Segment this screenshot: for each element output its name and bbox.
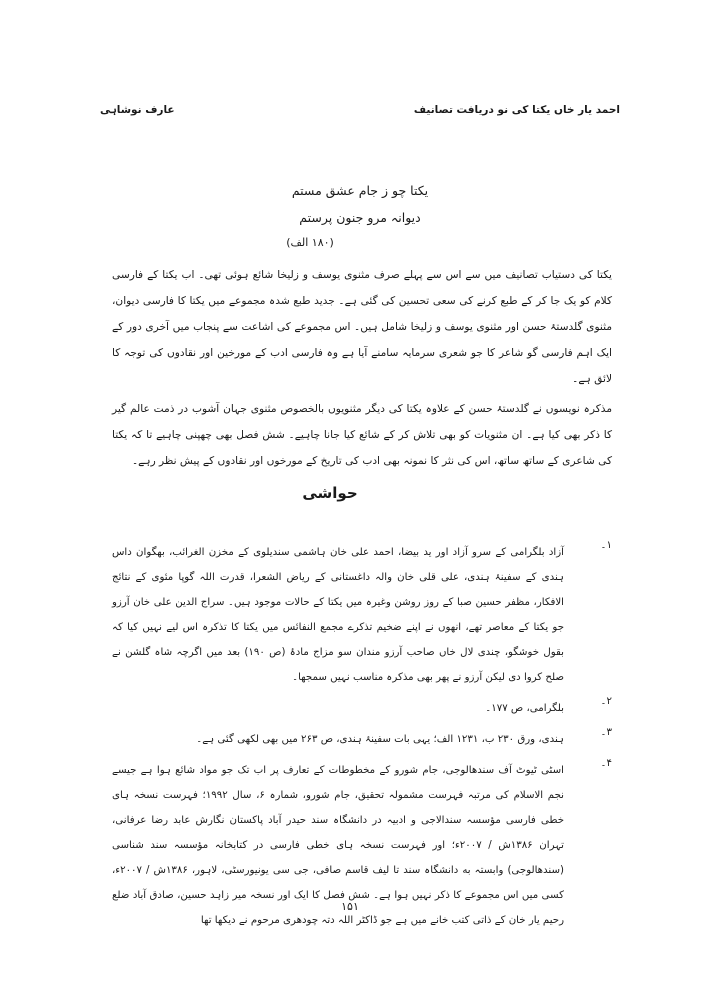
footnote-number: ۱۔ (600, 540, 612, 551)
body-text (112, 262, 612, 478)
footnote-text: اسٹی ٹیوٹ آف سندھالوجی، جام شورو کے مخطوطات کے تعارف پر اب تک جو مواد شائع ہوا ہے جیسے نجم الاسلام کی مرتبہ فہرست مشمولہ تحقیق، جام شورو، شمارہ ۶، سال ۱۹۹۲؛ فہرست نسخہ ہای خطی فارسی مؤسسہ سندالاجی و ادبیہ در دانشگاہ سند حیدر آباد پاکستان نگارش عابد رضا عرفانی، تہران ۱۳۸۶ش / ۲۰۰۷ء؛ اور فہرست نسخہ ہای خطی فارسی در کتابخانہ مؤسسہ سند شناسی (سندھالوجی) وابستہ به دانشگاہ سند تا لیف قاسم صافی، جی سی یونیورسٹی، لاہور، ۱۳۸۶ش / ۲۰۰۷ء، کسی میں اس مجموعے کا ذکر نہیں ہوا ہے۔ شش فصل کا ایک اور نسخہ میر زاہد حسین، صادق آباد ضلع رحیم یار خان کے ذاتی کتب خانے میں ہے جو ڈاکٹر اللہ دتہ چودھری مرحوم نے دیکھا تھا (112, 765, 565, 926)
running-head-title: احمد یار خاں یکتا کی نو دریافت تصانیف (413, 104, 620, 116)
footnotes (112, 540, 612, 939)
footnote (112, 696, 612, 721)
section-title-notes: حواشی (302, 484, 358, 502)
body-paragraph-1: یکتا کی دستیاب تصانیف میں سے اس سے پہلے صرف مثنوی یوسف و زلیخا شائع ہوئی تھی۔ اب یکتا کے فارسی کلام کو یک جا کر کے طبع کرنے کی سعی تحسین کی گئی ہے۔ جدید طبع شدہ مجموعے میں یکتا کا فارسی دیوان، مثنوی گلدستۂ حسن اور مثنوی یوسف و زلیخا شامل ہیں۔ اس مجموعے کی اشاعت سے پنجاب میں آخری دور کے ایک اہم فارسی گو شاعر کا جو شعری سرمایہ سامنے آیا ہے وہ فارسی ادب کے مورخین اور نقادوں کی توجہ کا لائق ہے۔ (112, 269, 612, 385)
footnote-number: ۳۔ (600, 727, 612, 738)
footnote-number: ۲۔ (600, 696, 612, 707)
page-number: ۱۵۱ (341, 900, 359, 913)
running-head-author: عارف نوشاہی (100, 104, 175, 116)
footnote (112, 727, 612, 752)
footnote-number: ۴۔ (600, 758, 612, 769)
verse-line-1: یکتا چو ز جام عشق مستم (291, 183, 429, 198)
body-paragraph-2: مذکرہ نویسوں نے گلدستۂ حسن کے علاوہ یکتا کی دیگر مثنویوں بالخصوص مثنوی جہان آشوب در ذمت عالم گیر کا ذکر بھی کیا ہے۔ ان مثنویات کو بھی تلاش کر کے شائع کیا جانا چاہیے۔ شش فصل بھی چھپنی چاہیے تا کہ یکتا کی شاعری کے ساتھ ساتھ، اس کی نثر کا نمونہ بھی ادب کی تاریخ کے مورخوں اور نقادوں کے پیش نظر رہے۔ (112, 403, 612, 467)
folio-reference: (۱۸۰ الف) (286, 236, 334, 249)
footnote (112, 540, 612, 690)
footnote-text: بلگرامی، ص ۱۷۷۔ (485, 703, 564, 714)
footnote-text: آزاد بلگرامی کے سرو آزاد اور ید بیضا، احمد علی خان ہاشمی سندیلوی کے مخزن الغرائب، بھگوان داس ہندی کے سفینۂ ہندی، علی قلی خان والہ داغستانی کے ریاض الشعرا، قدرت اللہ گوپا مئوی کے نتائج الافکار، مظفر حسین صبا کے روز روشن وغیرہ میں یکتا کے حالات موجود ہیں۔ سراج الدین علی خان آرزو جو یکتا کے معاصر تھے، انھوں نے اپنے ضخیم تذکرے مجمع النفائس میں یکتا کا تذکرہ اس لیے نہیں کیا کہ بقول خوشگو، چندی لال خاں صاحب آرزو مندان سو مزاج مادۂ (ص ۱۹۰) بعد میں اگرچہ شاہ گلشن نے صلح کروا دی لیکن آرزو نے پھر بھی مذکرہ مناسب نہیں سمجھا۔ (112, 547, 564, 683)
verse-line-2: دیوانہ مرو جنون پرستم (299, 210, 421, 225)
footnote-text: ہندی، ورق ۲۳۰ ب، ۱۲۳۱ الف؛ یہی بات سفینۂ ہندی، ص ۲۶۳ میں بھی لکھی گئی ہے۔ (196, 734, 564, 745)
running-head (100, 104, 620, 122)
